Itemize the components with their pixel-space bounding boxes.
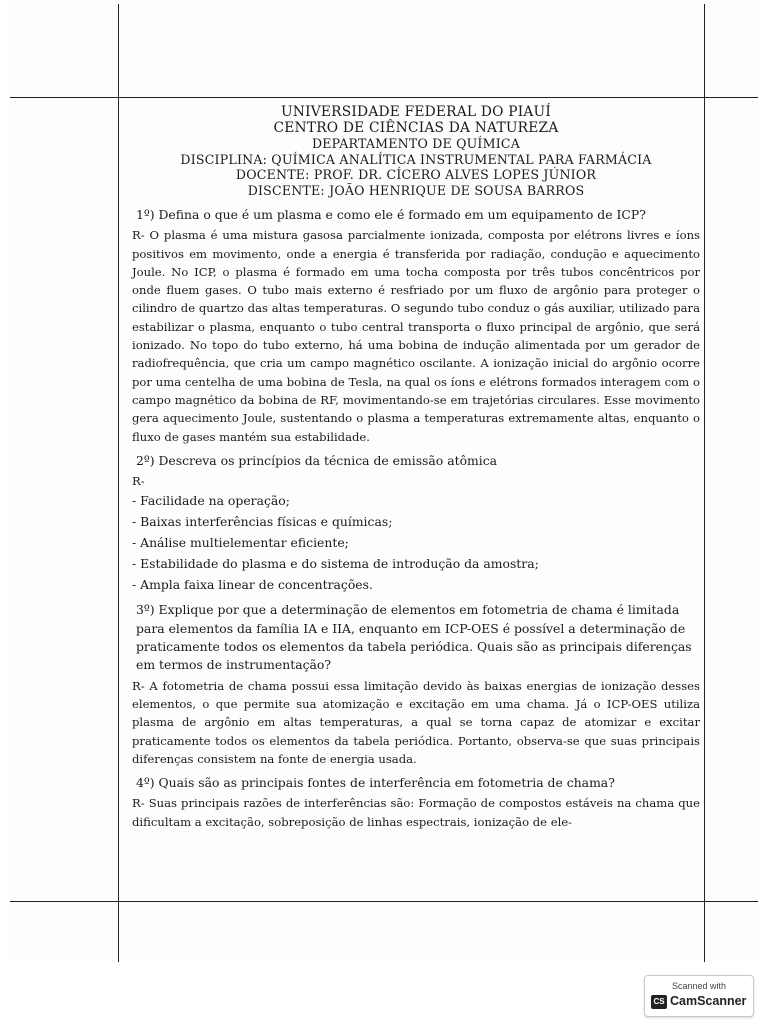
- document-header: [132, 105, 700, 198]
- list-item: - Baixas interferências físicas e químicas;: [132, 514, 393, 530]
- header-university: UNIVERSIDADE FEDERAL DO PIAUÍ: [280, 104, 552, 120]
- question-1: 1º) Defina o que é um plasma e como ele é formado em um equipamento de ICP?: [136, 207, 646, 222]
- answer-2-label: R-: [132, 474, 145, 489]
- question-3: 3º) Explique por que a determinação de elementos em fotometria de chama é limitada para elementos da família IA e IIA, enquanto em ICP-OES é possível a determinação de praticamente todos os elementos da tabela periódica. Quais são as principais diferenças em termos de instrumentação?: [136, 602, 692, 673]
- scanned-page: [10, 0, 758, 962]
- header-teacher: DOCENTE: PROF. DR. CÍCERO ALVES LOPES JÚNIOR: [235, 167, 597, 182]
- header-discipline: DISCIPLINA: QUÍMICA ANALÍTICA INSTRUMENTAL PARA FARMÁCIA: [180, 151, 652, 167]
- answer-4: R- Suas principais razões de interferências são: Formação de compostos estáveis na chama que dificultam a excitação, sobreposição de linhas espectrais, ionização de ele-: [132, 796, 700, 829]
- answer-1: R- O plasma é uma mistura gasosa parcialmente ionizada, composta por elétrons livres e íons positivos em movimento, onde a energia é transferida por radiação, condução e aquecimento Joule. No ICP, o plasma é formado em uma tocha composta por três tubos concêntricos por onde fluem gases. O tubo mais externo é resfriado por um fluxo de argônio para proteger o cilindro de quartzo das altas temperaturas. O segundo tubo conduz o gás auxiliar, utilizado para estabilizar o plasma, enquanto o tubo central transporta o fluxo principal de argônio, que será ionizado. No topo do tubo externo, há uma bobina de indução alimentada por um gerador de radiofrequência, que cria um campo magnético oscilante. A ionização inicial do argônio ocorre por uma centelha de uma bobina de Tesla, na qual os íons e elétrons formados interagem com o campo magnético da bobina de RF, movimentando-se em trajetórias circulares. Esse movimento gera aquecimento Joule, sustentando o plasma a temperaturas extremamente altas, enquanto o fluxo de gases mantém sua estabilidade.: [132, 228, 700, 444]
- top-margin-line: [10, 97, 758, 98]
- header-student: DISCENTE: JOÃO HENRIQUE DE SOUSA BARROS: [247, 182, 585, 198]
- right-margin-line: [704, 4, 705, 962]
- question-2: 2º) Descreva os princípios da técnica de emissão atômica: [136, 452, 498, 468]
- header-center: CENTRO DE CIÊNCIAS DA NATUREZA: [273, 119, 559, 136]
- answer-2-list: [132, 490, 700, 595]
- list-item: - Ampla faixa linear de concentrações.: [132, 577, 373, 593]
- bottom-margin-line: [10, 901, 758, 902]
- question-4: 4º) Quais são as principais fontes de interferência em fotometria de chama?: [136, 775, 615, 791]
- camscanner-watermark: [644, 975, 754, 1017]
- list-item: - Estabilidade do plasma e do sistema de introdução da amostra;: [132, 556, 539, 572]
- watermark-caption: Scanned with: [671, 981, 727, 991]
- list-item: - Análise multielementar eficiente;: [132, 535, 349, 551]
- handwritten-content: [132, 105, 700, 831]
- watermark-name: CamScanner: [670, 994, 747, 1008]
- header-department: DEPARTAMENTO DE QUÍMICA: [311, 136, 520, 151]
- camscanner-logo-icon: CS: [651, 995, 667, 1009]
- answer-3: R- A fotometria de chama possui essa limitação devido às baixas energias de ionização desses elementos, o que permite sua atomização e excitação em uma chama. Já o ICP-OES utiliza plasma de argônio em altas temperaturas, a qual se torna capaz de atomizar e excitar praticamente todos os elementos da tabela periódica. Portanto, observa-se que suas principais diferenças consistem na fonte de energia usada.: [132, 678, 700, 766]
- left-margin-line: [118, 4, 119, 962]
- list-item: - Facilidade na operação;: [132, 493, 290, 509]
